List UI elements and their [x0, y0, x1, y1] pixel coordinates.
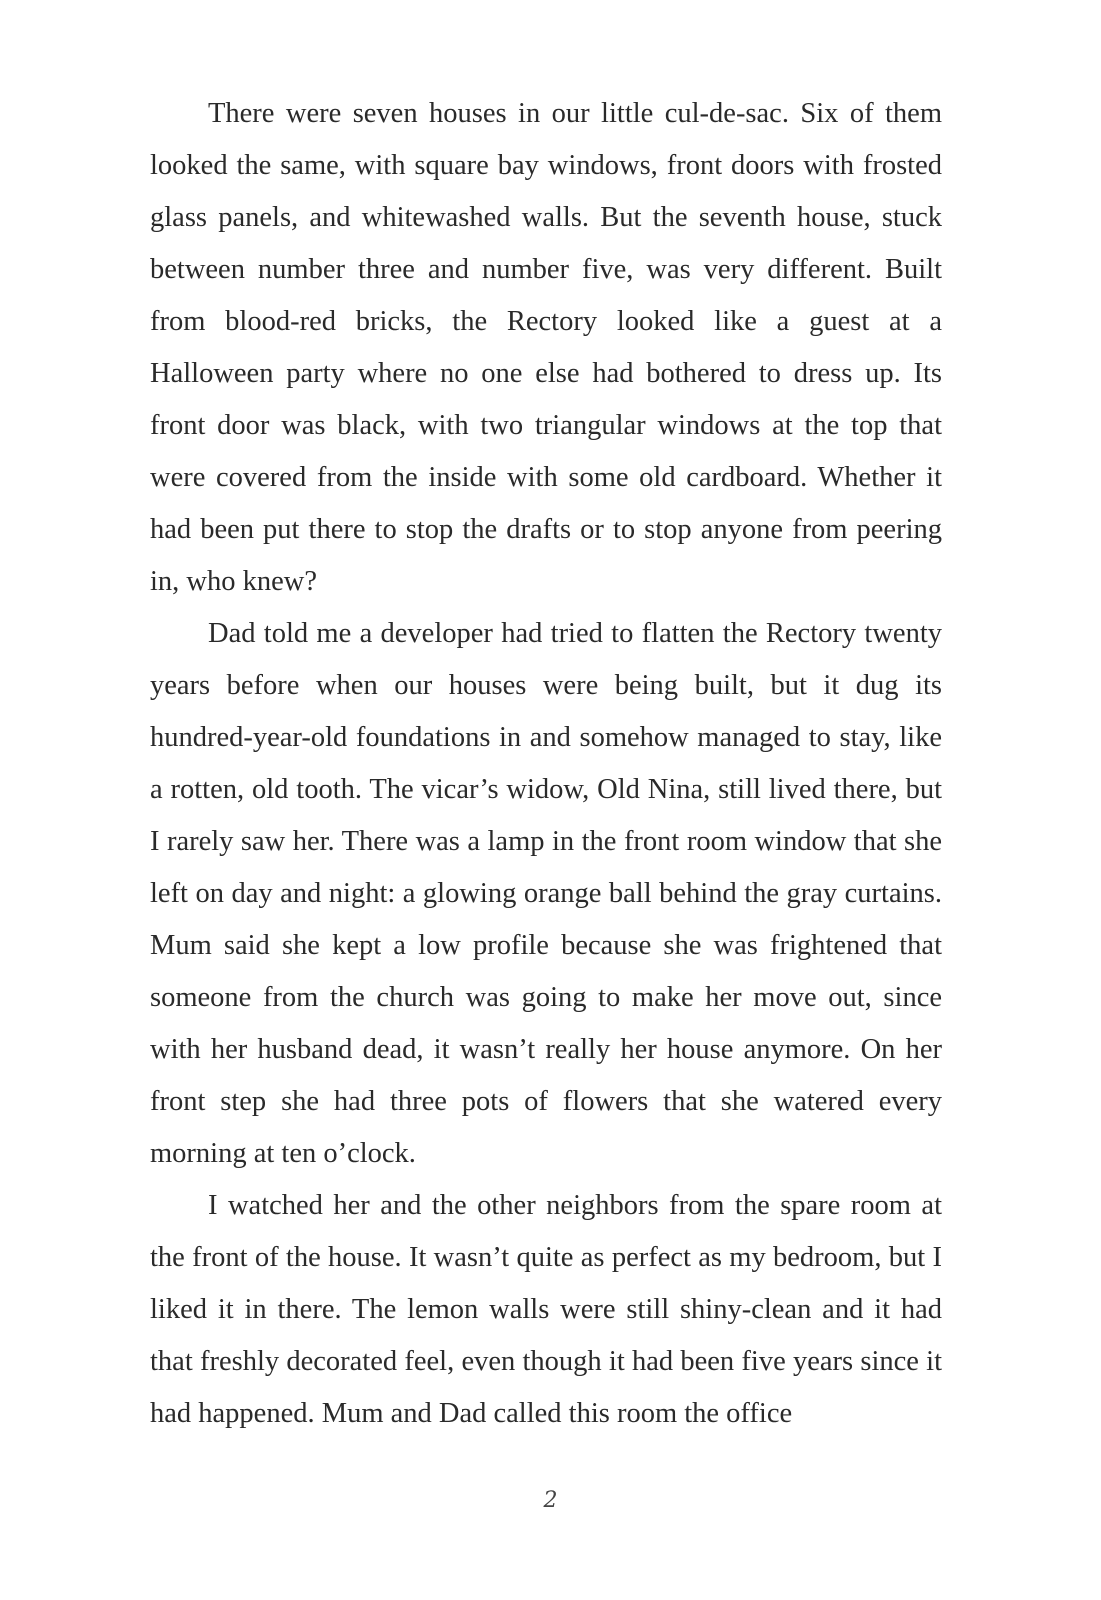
page-number: 2	[543, 1488, 558, 1513]
paragraph-2: Dad told me a developer had tried to flatten the Rectory twenty years before when our houses were being built, but it dug its hundred-year-old foundations in and somehow managed to stay, like a rotten, old tooth. The vicar’s widow, Old Nina, still lived there, but I rarely saw her. There was a lamp in the front room window that she left on day and night: a glowing orange ball behind the gray curtains. Mum said she kept a low profile because she was frightened that someone from the church was going to make her move out, since with her husband dead, it wasn’t really her house anymore. On her front step she had three pots of flowers that she watered every morning at ten o’clock.	[150, 618, 942, 1169]
body-text	[150, 88, 942, 1440]
paragraph-1: There were seven houses in our little cul-de-sac. Six of them looked the same, with square bay windows, front doors with frosted glass panels, and whitewashed walls. But the seventh house, stuck between number three and number five, was very different. Built from blood-red bricks, the Rectory looked like a guest at a Halloween party where no one else had bothered to dress up. Its front door was black, with two triangular windows at the top that were covered from the inside with some old cardboard. Whether it had been put there to stop the drafts or to stop anyone from peering in, who knew?	[150, 98, 942, 597]
paragraph-3: I watched her and the other neighbors from the spare room at the front of the house. It wasn’t quite as perfect as my bedroom, but I liked it in there. The lemon walls were still shiny-clean and it had that freshly decorated feel, even though it had been five years since it had happened. Mum and Dad called this room the office	[150, 1190, 942, 1429]
